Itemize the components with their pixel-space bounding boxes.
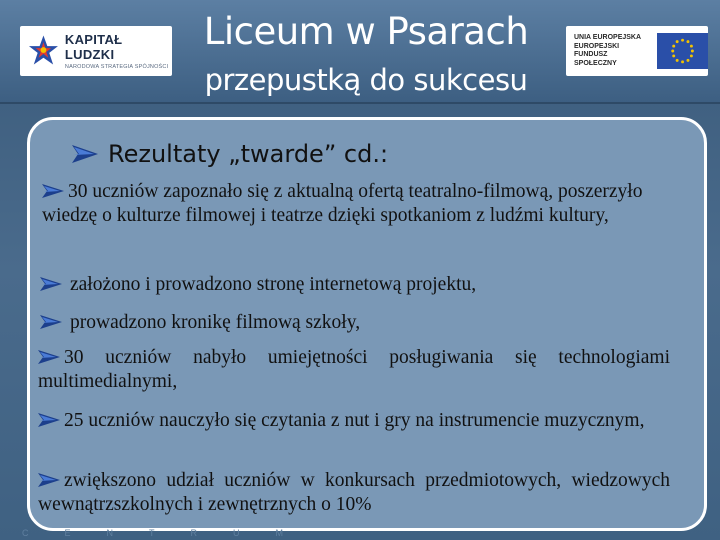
list-item-1 (40, 180, 680, 228)
list-item-text: założono i prowadzono stronę internetową projektu, (70, 274, 477, 295)
list-item-4 (38, 346, 670, 394)
bullet-arrow-icon (40, 315, 62, 329)
header-bar (0, 0, 720, 104)
logo-left-name: KAPITAŁ LUDZKI (64, 32, 123, 62)
eu-flag-icon (657, 33, 708, 69)
section-heading (72, 136, 388, 172)
list-item-text: 25 uczniów nauczyło się czytania z nut i gry na instrumencie muzycznym, (64, 410, 645, 431)
bullet-arrow-icon (38, 473, 60, 487)
list-item-text: zwiększono udział uczniów w konkursach przedmiotowych, wiedzowych wewnątrzszkolnych i zewnętrznych o 10% (38, 470, 670, 515)
bullet-arrow-icon (38, 350, 60, 364)
logo-left-sub: NARODOWA STRATEGIA SPÓJNOŚCI (64, 64, 169, 70)
eu-logo-line2: EUROPEJSKI (574, 42, 620, 50)
list-item-text: prowadzono kronikę filmową szkoły, (70, 312, 361, 333)
bullet-arrow-icon (72, 145, 98, 163)
list-item-text: 30 uczniów nabyło umiejętności posługiwania się technologiami multimedialnymi, (38, 347, 670, 392)
bullet-arrow-icon (40, 277, 62, 291)
list-item-text: 30 uczniów zapoznało się z aktualną ofertą teatralno-filmową, poszerzyło wiedzę o kulturze filmowej i teatrze dzięki spotkaniom z ludźmi kultury, (42, 181, 643, 226)
footer-watermark: CENTRUM (22, 528, 319, 538)
list-item-6 (38, 469, 670, 517)
list-item-3 (40, 311, 680, 335)
section-heading-text: Rezultaty „twarde” cd.: (108, 140, 389, 168)
page-title: Liceum w Psarach (203, 10, 529, 53)
list-item-5 (38, 409, 670, 433)
bullet-arrow-icon (38, 413, 60, 427)
eu-logo-line3: FUNDUSZ SPOŁECZNY (574, 51, 617, 67)
list-item-2 (40, 273, 680, 297)
page-subtitle: przepustką do sukcesu (204, 63, 528, 97)
eu-logo (566, 26, 708, 76)
eu-logo-line1: UNIA EUROPEJSKA (574, 34, 642, 41)
bullet-arrow-icon (42, 184, 64, 198)
